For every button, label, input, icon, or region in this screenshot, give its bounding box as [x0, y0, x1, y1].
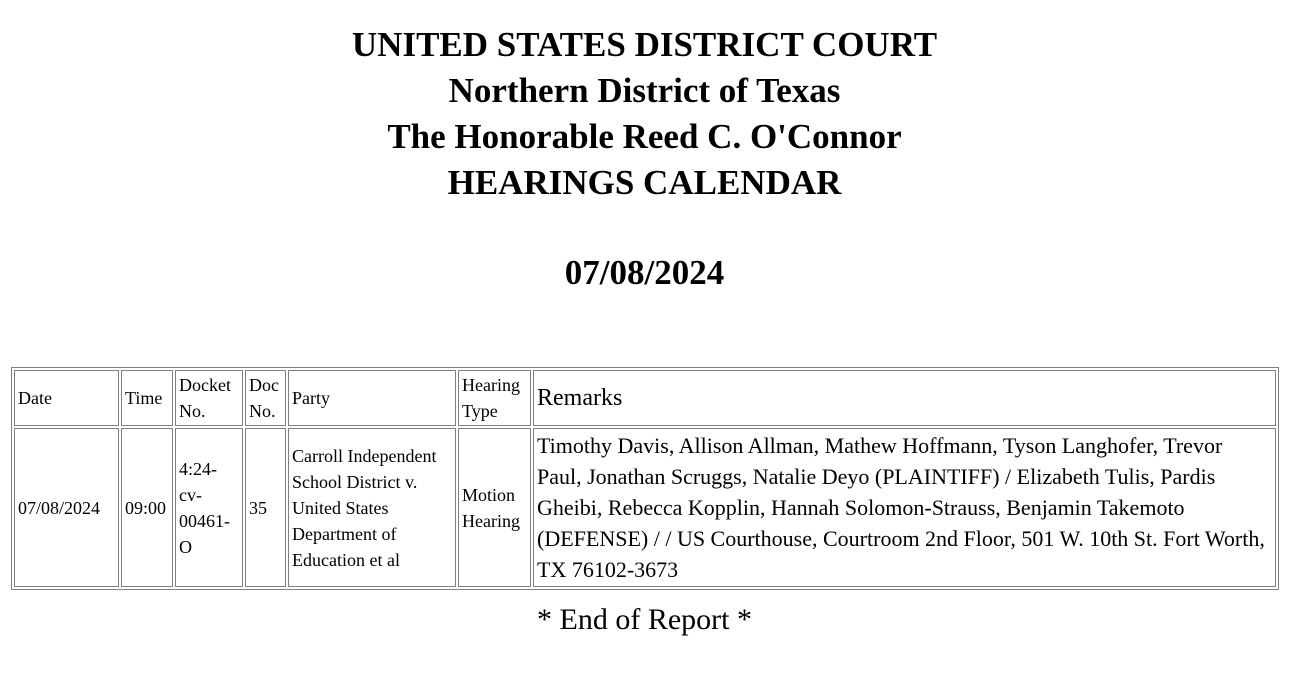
- hearings-table: [11, 367, 1279, 590]
- cell-date: 07/08/2024: [14, 428, 119, 587]
- cell-party: Carroll Independent School District v. United States Department of Education et al: [288, 428, 456, 587]
- column-header-doc: Doc No.: [245, 370, 286, 426]
- cell-docket: 4:24-cv-00461-O: [175, 428, 243, 587]
- report-date: 07/08/2024: [564, 253, 725, 292]
- judge-name: The Honorable Reed C. O'Connor: [387, 117, 902, 156]
- end-of-report: * End of Report *: [537, 603, 752, 636]
- column-header-hearing-type: Hearing Type: [458, 370, 531, 426]
- report-header: [0, 22, 1289, 206]
- table-row: [14, 428, 1276, 587]
- court-name: UNITED STATES DISTRICT COURT: [351, 25, 938, 64]
- cell-doc: 35: [245, 428, 286, 587]
- cell-hearing-type: Motion Hearing: [458, 428, 531, 587]
- column-header-docket: Docket No.: [175, 370, 243, 426]
- cell-remarks: Timothy Davis, Allison Allman, Mathew Hoffmann, Tyson Langhofer, Trevor Paul, Jonathan Scruggs, Natalie Deyo (PLAINTIFF) / Elizabeth Tulis, Pardis Gheibi, Rebecca Kopplin, Hannah Solomon-Strauss, Benjamin Takemoto (DEFENSE) / / US Courthouse, Courtroom 2nd Floor, 501 W. 10th St. Fort Worth, TX 76102-3673: [533, 428, 1276, 587]
- column-header-date: Date: [14, 370, 119, 426]
- district-name: Northern District of Texas: [448, 71, 841, 110]
- column-header-party: Party: [288, 370, 456, 426]
- table-header-row: [14, 370, 1276, 426]
- calendar-title: HEARINGS CALENDAR: [447, 163, 842, 202]
- column-header-time: Time: [121, 370, 173, 426]
- cell-time: 09:00: [121, 428, 173, 587]
- column-header-remarks: Remarks: [533, 370, 1276, 426]
